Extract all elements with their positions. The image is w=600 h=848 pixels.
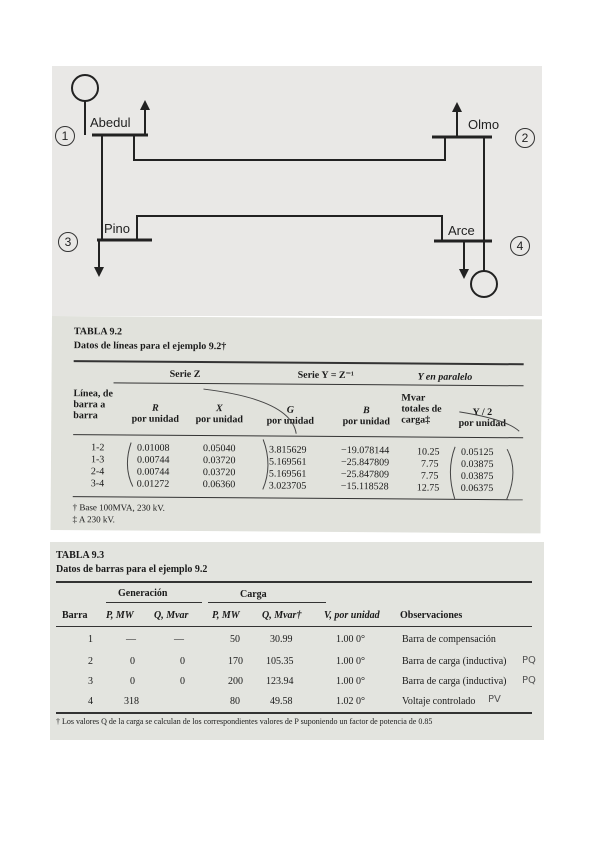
line-3-4 bbox=[137, 216, 442, 241]
col-header-x: X por unidad bbox=[195, 403, 243, 426]
table-label: TABLA 9.2 bbox=[73, 326, 123, 338]
bus-name-2: Olmo bbox=[468, 117, 500, 132]
handwritten-marks bbox=[51, 316, 542, 533]
col-header-g: G por unidad bbox=[266, 404, 314, 427]
group-header-load: Carga bbox=[240, 589, 267, 600]
table-title: Datos de barras para el ejemplo 9.2 bbox=[56, 564, 208, 575]
one-line-diagram-svg bbox=[52, 66, 542, 316]
line-1-2 bbox=[134, 135, 445, 160]
table-row: 1-3 0.00744 0.03720 5.169561 −25.847809 7.75 0.03875 bbox=[90, 454, 494, 471]
col-header-b: B por unidad bbox=[342, 405, 390, 428]
bus-number-3: 3 bbox=[58, 232, 78, 252]
bus-name-1: Abedul bbox=[90, 115, 131, 130]
col-header-q-load: Q, Mvar† bbox=[262, 610, 302, 621]
footnote: † Base 100MVA, 230 kV. bbox=[72, 502, 165, 513]
generator-symbol-bus1 bbox=[72, 75, 98, 101]
table-9-3: TABLA 9.3 Datos de barras para el ejemplo 9.2 Generación Carga Barra P, MW Q, Mvar P, MW Q, Mvar† V, por unidad Observaciones 1 — — 50 30.99 1.00 0° Barra de compensación 2 0 0 170 105.35 1.00 0° Barra de carga (inductiva) PQ 3 0 0 200 123.94 1.00 0° Barra de carga (inductiva) PQ 4 318 80 49.58 1.02 0° Voltaje controlado PV † Los valores Q de la carga se calculan de los correspondientes valores de P suponiendo un factor de potencia de 0.85 bbox=[50, 542, 544, 740]
col-header-bus: Barra bbox=[62, 610, 88, 621]
group-header-parallel: Y en paralelo bbox=[417, 371, 473, 383]
col-header-voltage: V, por unidad bbox=[324, 610, 380, 621]
bus-number-2: 2 bbox=[515, 128, 535, 148]
col-header-q-gen: Q, Mvar bbox=[154, 610, 189, 621]
bus-name-4: Arce bbox=[448, 223, 475, 238]
col-header-p-gen: P, MW bbox=[106, 610, 134, 621]
group-header-generation: Generación bbox=[118, 588, 168, 599]
bus-number-4: 4 bbox=[510, 236, 530, 256]
table-label: TABLA 9.3 bbox=[56, 550, 105, 561]
table-title: Datos de líneas para el ejemplo 9.2† bbox=[73, 340, 227, 353]
table-row: 3-4 0.01272 0.06360 3.023705 −15.118528 12.75 0.06375 bbox=[90, 478, 494, 495]
power-system-diagram bbox=[52, 66, 542, 316]
bus-name-3: Pino bbox=[104, 221, 131, 236]
table-9-2 bbox=[51, 316, 542, 533]
bus-number-1: 1 bbox=[55, 126, 75, 146]
col-header-line: Línea, de barra a barra bbox=[73, 388, 113, 422]
group-header-series-z: Serie Z bbox=[169, 368, 201, 381]
col-header-observations: Observaciones bbox=[400, 610, 463, 621]
col-header-y2: Y / 2 por unidad bbox=[458, 406, 506, 430]
col-header-p-load: P, MW bbox=[212, 610, 240, 621]
table-row: 2-4 0.00744 0.03720 5.169561 −25.847809 7.75 0.03875 bbox=[90, 466, 494, 483]
col-header-r: R por unidad bbox=[131, 402, 179, 425]
col-header-mvar: Mvar totales de carga‡ bbox=[401, 392, 442, 426]
footnote: † Los valores Q de la carga se calculan de los correspondientes valores de P suponiendo un factor de potencia de 0.85 bbox=[56, 717, 433, 726]
table-row: 1-2 0.01008 0.05040 3.815629 −19.078144 10.25 0.05125 bbox=[91, 442, 494, 459]
generator-symbol-bus4 bbox=[471, 271, 497, 297]
footnote: ‡ A 230 kV. bbox=[72, 514, 115, 525]
group-header-series-y: Serie Y = Z⁻¹ bbox=[297, 369, 354, 382]
